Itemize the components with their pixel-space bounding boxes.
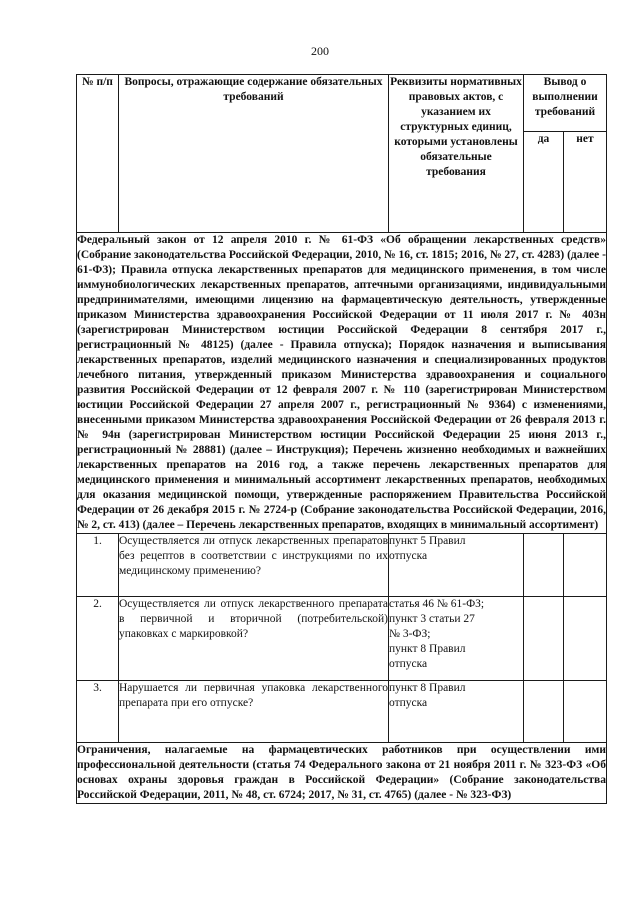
header-no: нет bbox=[564, 132, 607, 233]
row-number: 2. bbox=[77, 597, 119, 681]
row-yes-cell bbox=[524, 597, 564, 681]
row-question: Осуществляется ли отпуск лекарственного препарата в первичной и вторичной (потребительской) упаковках с маркировкой? bbox=[119, 597, 389, 681]
row-no-cell bbox=[564, 681, 607, 743]
row-number: 3. bbox=[77, 681, 119, 743]
row-basis bbox=[389, 681, 524, 743]
section-heading-2: Ограничения, налагаемые на фармацевтических работников при осуществлении ими профессиональной деятельности (статья 74 Федерального закона от 21 ноября 2011 г. № 323-ФЗ «Об основах охраны здоровья граждан в Российской Федерации» (Собрание законодательства Российской Федерации, 2011, № 48, ст. 6724; 2017, № 31, ст. 4765) (далее - № 323-ФЗ) bbox=[77, 743, 607, 804]
page-number: 200 bbox=[311, 44, 329, 58]
table-row bbox=[77, 534, 607, 597]
basis-line: пункт 5 Правил bbox=[389, 535, 466, 547]
basis-line: пункт 8 Правил bbox=[389, 682, 466, 694]
section-heading-1: Федеральный закон от 12 апреля 2010 г. № 61-ФЗ «Об обращении лекарственных средств» (Собрание законодательства Российской Федерации, 2010, № 16, ст. 1815; 2016, № 27, ст. 4283) (далее - 61-ФЗ); Правила отпуска лекарственных препаратов для медицинского применения, в том числе иммунобиологических лекарственных препаратов, аптечными организациями, индивидуальными предпринимателями, имеющими лицензию на фармацевтическую деятельность, утвержденные приказом Министерства здравоохранения Российской Федерации от 11 июля 2017 г. № 403н (зарегистрирован Министерством юстиции Российской Федерации 8 сентября 2017 г., регистрационный № 48125) (далее - Правила отпуска); Порядок назначения и выписывания лекарственных препаратов, изделий медицинского назначения и специализированных продуктов лечебного питания, утвержденный приказом Министерства здравоохранения и социального развития Российской Федерации от 12 февраля 2007 г. № 110 (зарегистрирован Министерством юстиции Российской Федерации 27 апреля 2007 г., регистрационный № 9364) с изменениями, внесенными приказом Министерства здравоохранения Российской Федерации от 26 февраля 2013 г. № 94н (зарегистрирован Министерством юстиции Российской Федерации 25 июня 2013 г., регистрационный № 28881) (далее – Инструкция); Перечень жизненно необходимых и важнейших лекарственных препаратов на 2016 год, а также перечень лекарственных препаратов для медицинского применения и минимальный ассортимент лекарственных препаратов, необходимых для оказания медицинской помощи, утвержденные распоряжением Правительства Российской Федерации от 26 декабря 2015 г. № 2724-р (Собрание законодательства Российской Федерации, 2016, № 2, ст. 413) (далее – Перечень лекарственных препаратов, входящих в минимальный ассортимент) bbox=[77, 233, 607, 534]
row-question: Нарушается ли первичная упаковка лекарственного препарата при его отпуске? bbox=[119, 681, 389, 743]
row-basis bbox=[389, 597, 524, 681]
header-row bbox=[77, 75, 607, 132]
requirements-table bbox=[76, 74, 607, 804]
header-conclusion: Вывод о выполнении требований bbox=[524, 75, 607, 132]
table-row bbox=[77, 681, 607, 743]
row-yes-cell bbox=[524, 534, 564, 597]
header-yes: да bbox=[524, 132, 564, 233]
header-requisites: Реквизиты нормативных правовых актов, с указанием их структурных единиц, которыми установлены обязательные требования bbox=[389, 75, 524, 233]
row-basis bbox=[389, 534, 524, 597]
table-row bbox=[77, 597, 607, 681]
section-row bbox=[77, 233, 607, 534]
row-no-cell bbox=[564, 534, 607, 597]
basis-line: пункт 8 Правил bbox=[389, 643, 466, 655]
basis-line: отпуска bbox=[389, 658, 428, 670]
basis-line: отпуска bbox=[389, 550, 428, 562]
basis-line: № 3-ФЗ; bbox=[389, 628, 431, 640]
row-yes-cell bbox=[524, 681, 564, 743]
row-question: Осуществляется ли отпуск лекарственных препаратов без рецептов в соответствии с инструкциями по их медицинскому применению? bbox=[119, 534, 389, 597]
header-num: № п/п bbox=[77, 75, 119, 233]
basis-line: статья 46 № 61-ФЗ; bbox=[389, 598, 485, 610]
row-number: 1. bbox=[77, 534, 119, 597]
row-no-cell bbox=[564, 597, 607, 681]
basis-line: пункт 3 статьи 27 bbox=[389, 613, 475, 625]
basis-line: отпуска bbox=[389, 697, 428, 709]
section-row bbox=[77, 743, 607, 804]
header-question: Вопросы, отражающие содержание обязательных требований bbox=[119, 75, 389, 233]
